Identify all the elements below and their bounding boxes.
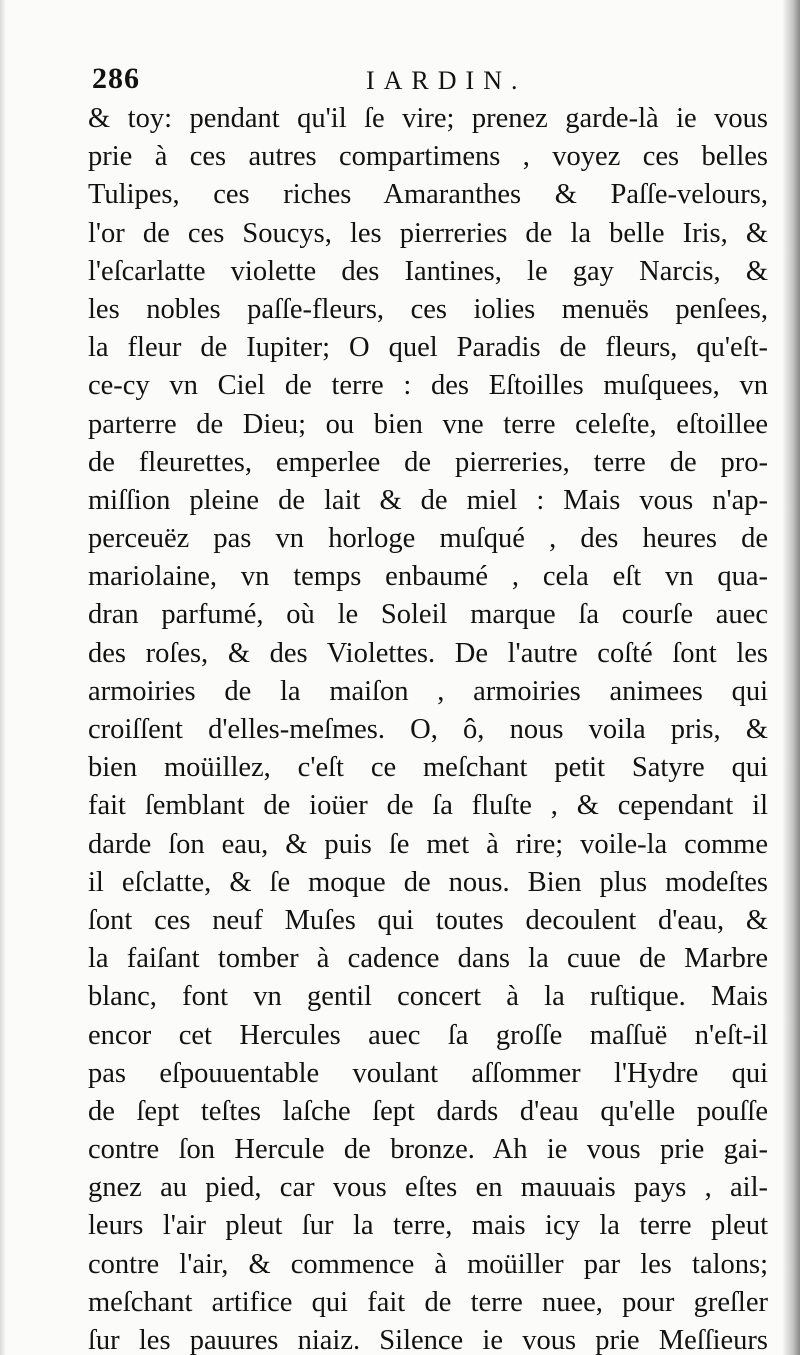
text-line: gnez au pied, car vous eſtes en mauuais pays , ail- (88, 1172, 768, 1204)
text-line: ſont ces neuf Muſes qui toutes decoulent d'eau, & (88, 904, 768, 936)
text-line: mariolaine, vn temps enbaumé , cela eſt vn qua- (88, 561, 768, 593)
text-line: & toy: pendant qu'il ſe vire; prenez garde-là ie vous (88, 103, 768, 134)
text-line: meſchant artifice qui fait de terre nuee, pour greſler (88, 1286, 768, 1318)
page-right-edge-shadow (782, 0, 800, 1355)
text-line: prie à ces autres compartimens , voyez ces belles (88, 141, 768, 173)
text-line: leurs l'air pleut ſur la terre, mais icy la terre pleut (88, 1210, 768, 1242)
text-line: contre ſon Hercule de bronze. Ah ie vous prie gai- (88, 1134, 768, 1166)
text-line: l'or de ces Soucys, les pierreries de la belle Iris, & (88, 217, 768, 249)
text-line: la faiſant tomber à cadence dans la cuue de Marbre (88, 943, 768, 975)
page-left-edge-shadow (0, 0, 6, 1355)
text-line: miſſion pleine de lait & de miel : Mais vous n'ap- (88, 484, 768, 516)
text-line: Tulipes, ces riches Amaranthes & Paſſe-velours, (88, 179, 768, 211)
text-line: la fleur de Iupiter; O quel Paradis de fleurs, qu'eſt- (88, 332, 768, 364)
text-line: blanc, font vn gentil concert à la ruſtique. Mais (88, 981, 768, 1013)
page-number: 286 (92, 62, 140, 95)
text-line: des roſes, & des Violettes. De l'autre coſté ſont les (88, 637, 768, 669)
text-line: armoiries de la maiſon , armoiries animees qui (88, 675, 768, 707)
text-line: ſur les pauures niaiz. Silence ie vous prie Meſſieurs (88, 1325, 768, 1355)
text-line: pas eſpouuentable voulant aſſommer l'Hydre qui (88, 1057, 768, 1089)
text-line: de ſept teſtes laſche ſept dards d'eau qu'elle pouſſe (88, 1095, 768, 1127)
text-line: fait ſemblant de ioüer de ſa fluſte , & cependant il (88, 790, 768, 822)
text-line: l'eſcarlatte violette des Iantines, le gay Narcis, & (88, 255, 768, 287)
text-line: contre l'air, & commence à moüiller par les talons; (88, 1248, 768, 1280)
text-line: de fleurettes, emperlee de pierreries, terre de pro- (88, 446, 768, 478)
body-text (88, 100, 768, 1355)
text-line: darde ſon eau, & puis ſe met à rire; voile-la comme (88, 828, 768, 860)
running-head (90, 62, 780, 102)
text-line: croiſſent d'elles-meſmes. O, ô, nous voila pris, & (88, 714, 768, 745)
text-line: perceuëz pas vn horloge muſqué , des heures de (88, 523, 768, 555)
text-line: il eſclatte, & ſe moque de nous. Bien plus modeſtes (88, 866, 768, 898)
text-line: dran parfumé, où le Soleil marque ſa courſe auec (88, 599, 768, 631)
text-line: ce-cy vn Ciel de terre : des Eſtoilles muſquees, vn (88, 370, 768, 402)
running-title: IARDIN. (366, 66, 527, 95)
text-line: encor cet Hercules auec ſa groſſe maſſuë n'eſt-il (88, 1019, 768, 1051)
text-line: les nobles paſſe-fleurs, ces iolies menuës penſees, (88, 293, 768, 325)
text-line: parterre de Dieu; ou bien vne terre celeſte, eſtoillee (88, 408, 768, 440)
text-line: bien moüillez, c'eſt ce meſchant petit Satyre qui (88, 752, 768, 784)
